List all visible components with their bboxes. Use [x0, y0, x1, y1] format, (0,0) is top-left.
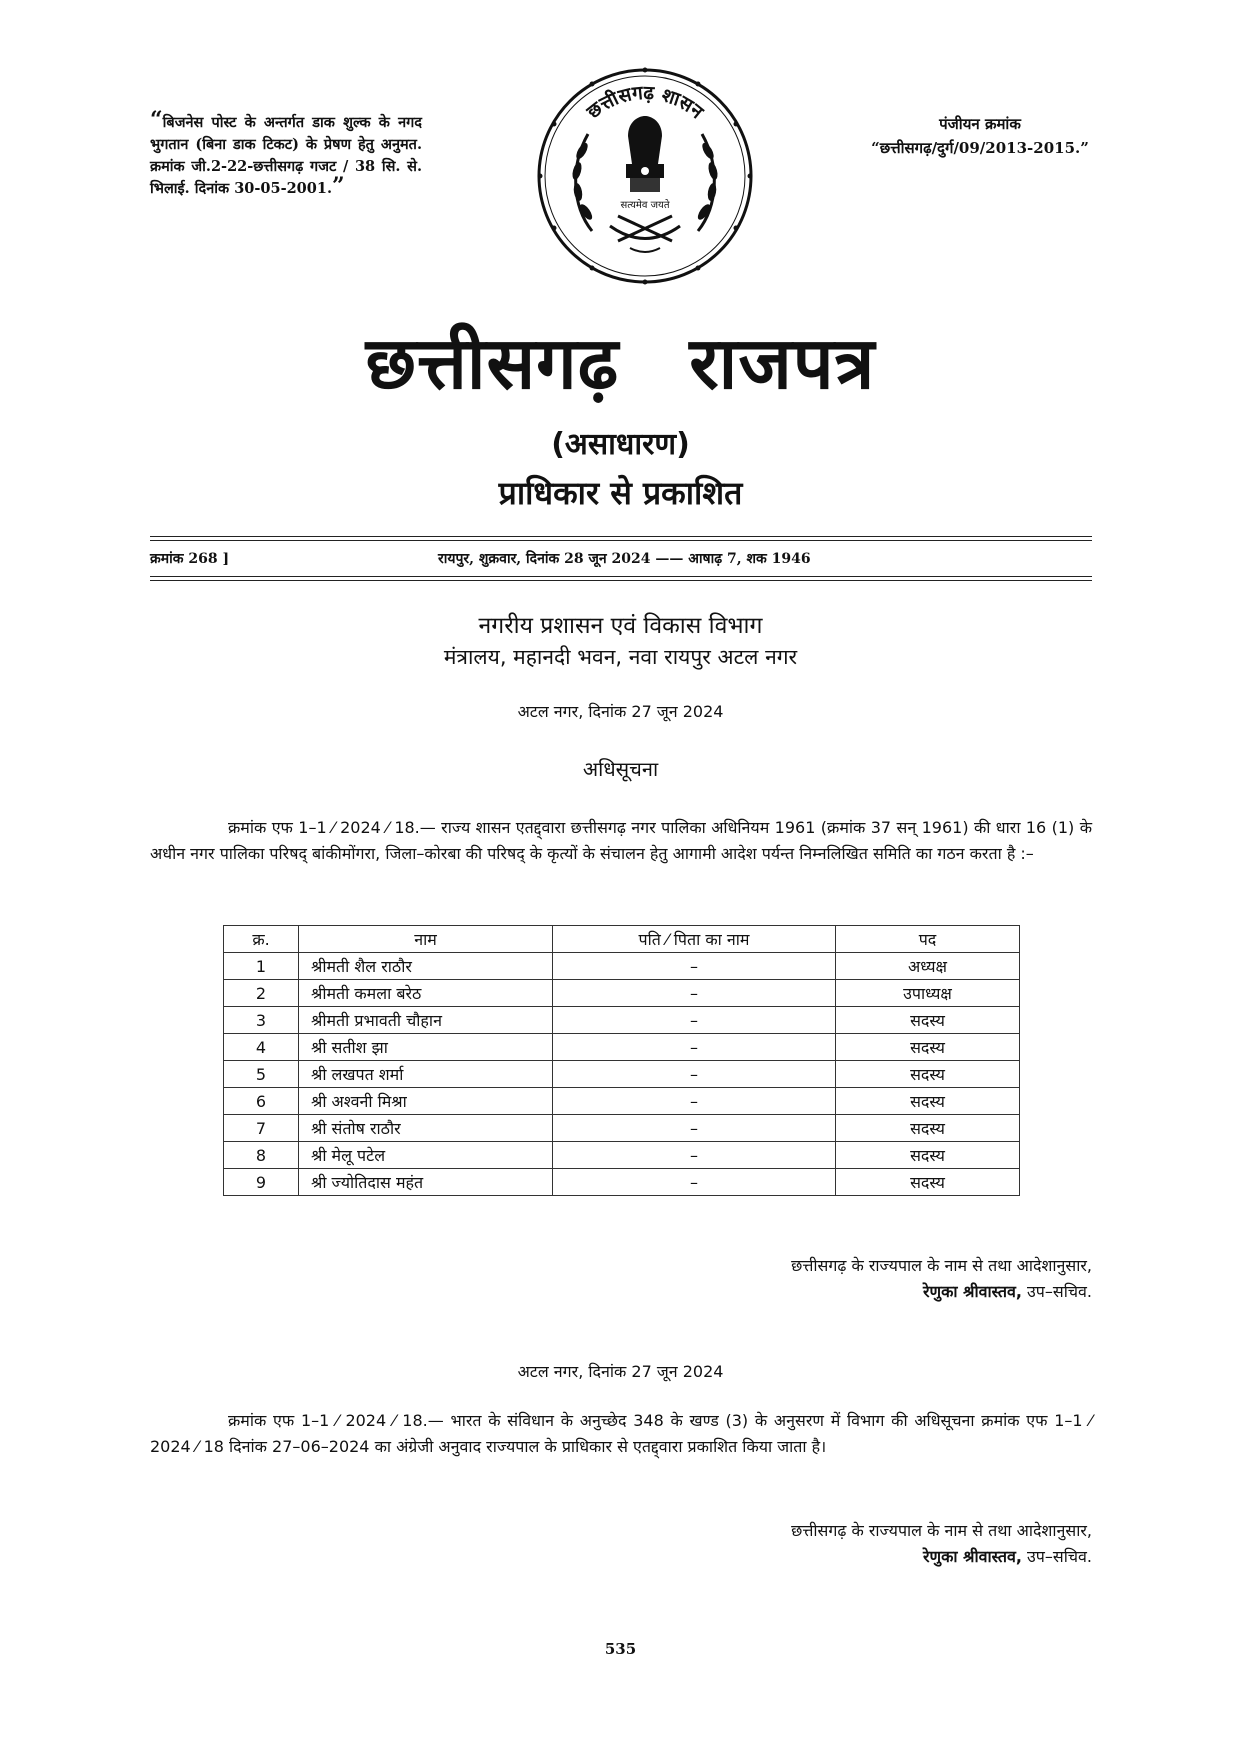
relation-cell: – — [553, 980, 836, 1007]
page-number: 535 — [604, 1640, 637, 1658]
issue-number: क्रमांक 268 ] — [150, 551, 230, 567]
committee-table — [223, 925, 1020, 1196]
notification-body: क्रमांक एफ 1–1 ⁄ 2024 ⁄ 18.— राज्य शासन एतद्द्वारा छत्तीसगढ़ नगर पालिका अधिनियम 1961 (क्रमांक 37 सन् 1961) की धारा 16 (1) के अधीन नगर पालिका परिषद् बांकीमोंगरा, जिला–कोरबा की परिषद् के कृत्यों के संचालन हेतु आगामी आदेश पर्यन्त निम्नलिखित समिति का गठन करता है :– — [150, 818, 1092, 863]
header-post: पद — [836, 926, 1020, 953]
header-relation: पति ⁄ पिता का नाम — [553, 926, 836, 953]
masthead-state-name: छत्तीसगढ़ — [365, 321, 620, 405]
table-row — [224, 1142, 1020, 1169]
postal-permit-notice — [150, 107, 422, 200]
issue-date-line: रायपुर, शुक्रवार, दिनांक 28 जून 2024 —— आषाढ़ 7, शक 1946 — [438, 551, 811, 567]
registration-label: पंजीयन क्रमांक — [939, 115, 1021, 133]
notification-2-date: अटल नगर, दिनांक 27 जून 2024 — [517, 1362, 724, 1381]
gazette-subtitle: (असाधारण) — [551, 427, 690, 462]
seal-motto: सत्यमेव जयते — [620, 200, 670, 211]
relation-cell: – — [553, 1007, 836, 1034]
serial-cell: 8 — [224, 1142, 299, 1169]
relation-cell: – — [553, 1169, 836, 1196]
masthead-gazette-word: राजपत्र — [689, 321, 876, 405]
registration-block — [790, 112, 1170, 160]
table-row — [224, 1061, 1020, 1088]
serial-cell: 2 — [224, 980, 299, 1007]
serial-cell: 6 — [224, 1088, 299, 1115]
serial-cell: 5 — [224, 1061, 299, 1088]
notification-2-body: क्रमांक एफ 1–1 ⁄ 2024 ⁄ 18.— भारत के संविधान के अनुच्छेद 348 के खण्ड (3) के अनुसरण में विभाग की अधिसूचना क्रमांक एफ 1–1 ⁄ 2024 ⁄ 18 दिनांक 27–06–2024 का अंग्रेजी अनुवाद राज्यपाल के प्राधिकार से एतद्द्वारा प्रकाशित किया जाता है। — [150, 1411, 1092, 1456]
published-by-authority: प्राधिकार से प्रकाशित — [498, 474, 743, 512]
post-cell: सदस्य — [836, 1034, 1020, 1061]
table-header-row — [224, 926, 1020, 953]
table-row — [224, 1007, 1020, 1034]
department-address: मंत्रालय, महानदी भवन, नवा रायपुर अटल नगर — [443, 645, 798, 669]
header-serial: क्र. — [224, 926, 299, 953]
post-cell: सदस्य — [836, 1088, 1020, 1115]
relation-cell: – — [553, 1088, 836, 1115]
registration-number: “छत्तीसगढ़/दुर्ग/09/2013-2015.” — [871, 139, 1089, 157]
serial-cell: 9 — [224, 1169, 299, 1196]
post-cell: अध्यक्ष — [836, 953, 1020, 980]
postal-close-quote: ” — [332, 173, 345, 199]
signature-block-2 — [560, 1518, 1092, 1570]
serial-cell: 1 — [224, 953, 299, 980]
seal-arc-text: छत्तीसगढ़ शासन — [582, 81, 708, 124]
signatory-designation: उप–सचिव. — [1021, 1547, 1092, 1566]
name-cell: श्री मेलू पटेल — [299, 1142, 553, 1169]
notification-date: अटल नगर, दिनांक 27 जून 2024 — [517, 702, 724, 721]
signature-block-1 — [560, 1253, 1092, 1305]
table-row — [224, 1034, 1020, 1061]
table-row — [224, 1115, 1020, 1142]
header-name: नाम — [299, 926, 553, 953]
name-cell: श्री अश्वनी मिश्रा — [299, 1088, 553, 1115]
name-cell: श्रीमती कमला बरेठ — [299, 980, 553, 1007]
table-row — [224, 1088, 1020, 1115]
post-cell: उपाध्यक्ष — [836, 980, 1020, 1007]
table-row — [224, 980, 1020, 1007]
notification-heading: अधिसूचना — [582, 757, 659, 781]
signature-authority-line: छत्तीसगढ़ के राज्यपाल के नाम से तथा आदेशानुसार, — [791, 1521, 1092, 1540]
bottom-rule-2 — [150, 580, 1092, 581]
post-cell: सदस्य — [836, 1169, 1020, 1196]
relation-cell: – — [553, 1034, 836, 1061]
post-cell: सदस्य — [836, 1007, 1020, 1034]
top-rule-1 — [150, 536, 1092, 537]
post-cell: सदस्य — [836, 1061, 1020, 1088]
name-cell: श्री सतीश झा — [299, 1034, 553, 1061]
serial-cell: 3 — [224, 1007, 299, 1034]
relation-cell: – — [553, 1061, 836, 1088]
post-cell: सदस्य — [836, 1115, 1020, 1142]
chhattisgarh-seal-emblem — [530, 56, 760, 296]
serial-cell: 4 — [224, 1034, 299, 1061]
table-row — [224, 1169, 1020, 1196]
signatory-name: रेणुका श्रीवास्तव, — [923, 1282, 1022, 1301]
name-cell: श्रीमती प्रभावती चौहान — [299, 1007, 553, 1034]
name-cell: श्री संतोष राठौर — [299, 1115, 553, 1142]
top-rule-2 — [150, 540, 1092, 541]
relation-cell: – — [553, 1115, 836, 1142]
department-name: नगरीय प्रशासन एवं विकास विभाग — [478, 613, 763, 639]
gazette-masthead — [0, 315, 1241, 411]
bottom-rule-1 — [150, 576, 1092, 577]
name-cell: श्री ज्योतिदास महंत — [299, 1169, 553, 1196]
name-cell: श्री लखपत शर्मा — [299, 1061, 553, 1088]
relation-cell: – — [553, 1142, 836, 1169]
postal-permit-text: बिजनेस पोस्ट के अन्तर्गत डाक शुल्क के नगद भुगतान (बिना डाक टिकट) के प्रेषण हेतु अनुमत. क्रमांक जी.2-22-छत्तीसगढ़ गजट / 38 सि. से. भिलाई. दिनांक 30-05-2001. — [150, 114, 422, 197]
name-cell: श्रीमती शैल राठौर — [299, 953, 553, 980]
serial-cell: 7 — [224, 1115, 299, 1142]
signatory-name: रेणुका श्रीवास्तव, — [923, 1547, 1022, 1566]
relation-cell: – — [553, 953, 836, 980]
signature-authority-line: छत्तीसगढ़ के राज्यपाल के नाम से तथा आदेशानुसार, — [791, 1256, 1092, 1275]
post-cell: सदस्य — [836, 1142, 1020, 1169]
postal-open-quote: “ — [150, 107, 163, 133]
signatory-designation: उप–सचिव. — [1021, 1282, 1092, 1301]
table-row — [224, 953, 1020, 980]
